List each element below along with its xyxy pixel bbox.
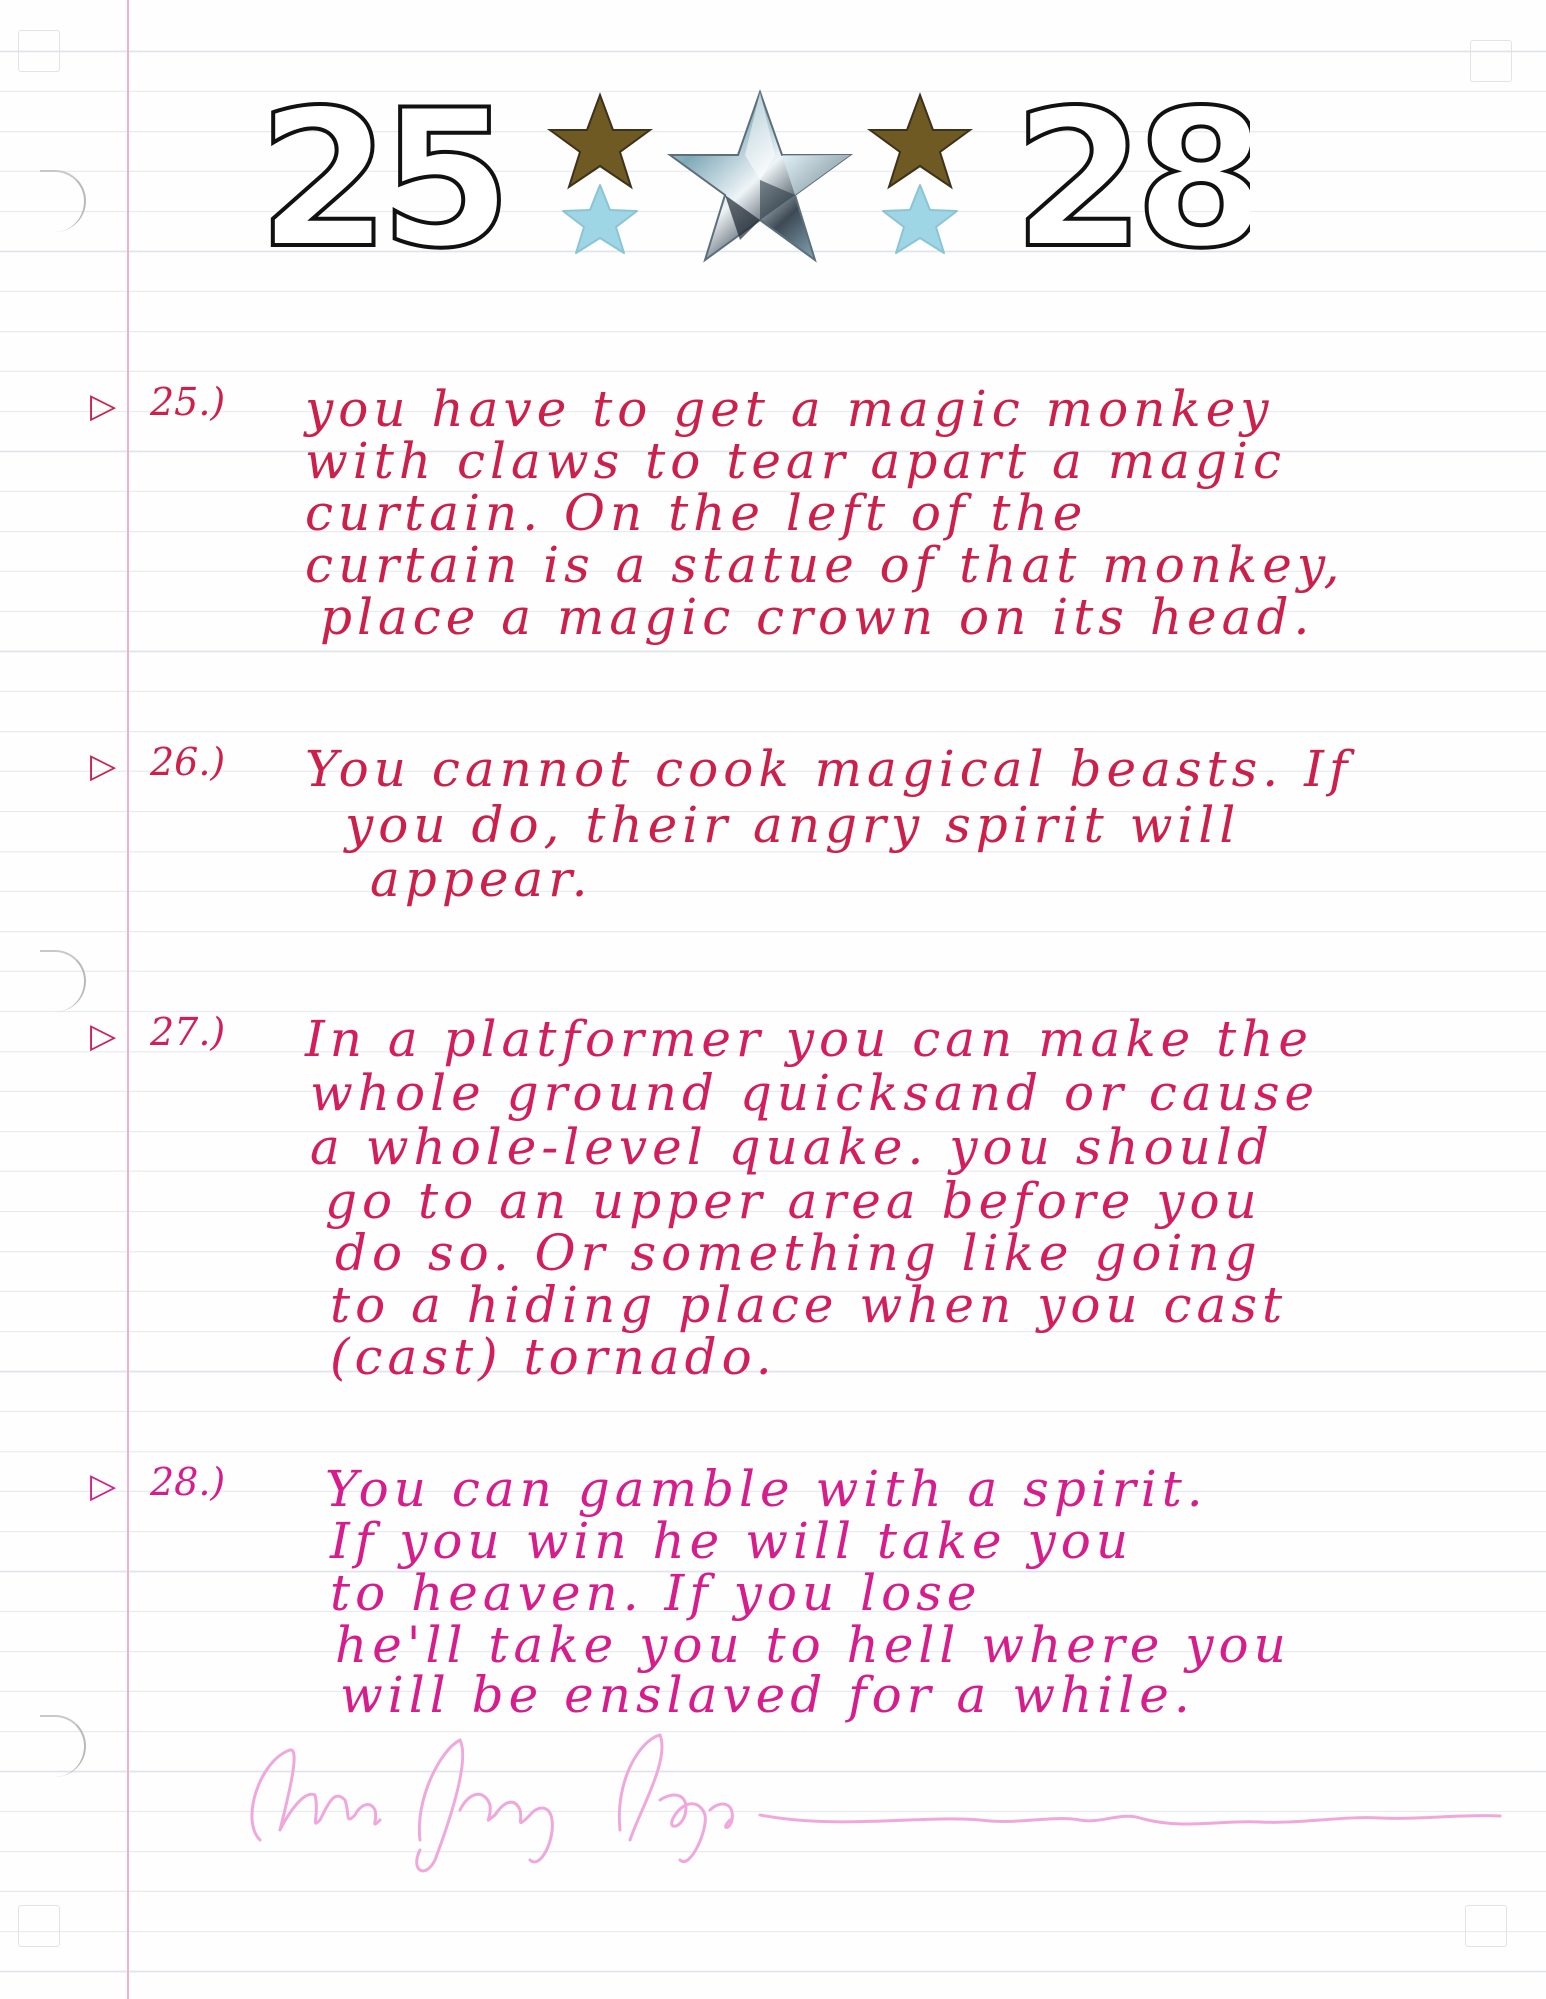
triangle-marker-icon: ▷	[90, 1016, 117, 1056]
entry-line: go to an upper area before you	[325, 1172, 1262, 1230]
signature	[220, 1720, 1520, 1880]
blue-star-left-icon	[563, 185, 637, 253]
entry-number: 26.)	[150, 740, 226, 784]
entry-line: In a platformer you can make the	[305, 1010, 1313, 1068]
corner-mark-top-left	[18, 30, 60, 72]
corner-mark-bottom-right	[1465, 1905, 1507, 1947]
corner-mark-top-right	[1470, 40, 1512, 82]
entry-line: you have to get a magic monkey	[305, 380, 1274, 438]
entry-line: whole ground quicksand or cause	[310, 1064, 1320, 1122]
header-right-number: 28	[1012, 80, 1250, 280]
entry-line: you do, their angry spirit will	[345, 796, 1241, 854]
entry-number: 25.)	[150, 380, 226, 424]
entry-line: he'll take you to hell where you	[335, 1616, 1291, 1674]
triangle-marker-icon: ▷	[90, 1466, 117, 1506]
triangle-marker-icon: ▷	[90, 746, 117, 786]
entry-line: with claws to tear apart a magic	[305, 432, 1286, 490]
entry-number: 27.)	[150, 1010, 226, 1054]
entry-line: a whole-level quake. you should	[310, 1118, 1274, 1176]
blue-star-right-icon	[883, 185, 957, 253]
entry-number: 28.)	[150, 1460, 226, 1504]
entry-line: You can gamble with a spirit.	[325, 1460, 1208, 1518]
gold-star-right-icon	[870, 95, 970, 187]
entry-line: appear.	[370, 850, 593, 908]
margin-line	[127, 0, 129, 1999]
entry-line: (cast) tornado.	[330, 1328, 777, 1386]
entry-line: to a hiding place when you cast	[330, 1276, 1288, 1334]
header-art	[270, 80, 1250, 280]
entry-line: You cannot cook magical beasts. If	[305, 740, 1353, 798]
signature-scribble	[220, 1720, 1520, 1880]
corner-mark-bottom-left	[18, 1905, 60, 1947]
entry-line: to heaven. If you lose	[330, 1564, 982, 1622]
gold-star-left-icon	[550, 95, 650, 187]
entry-line: do so. Or something like going	[335, 1224, 1262, 1282]
entry-line: If you win he will take you	[330, 1512, 1134, 1570]
entry-line: curtain is a statue of that monkey,	[305, 536, 1345, 594]
header-title	[270, 80, 1250, 280]
header-left-number: 25	[270, 80, 503, 280]
triangle-marker-icon: ▷	[90, 386, 117, 426]
entry-line: place a magic crown on its head.	[320, 588, 1315, 646]
entry-line: will be enslaved for a while.	[340, 1666, 1195, 1724]
entry-line: curtain. On the left of the	[305, 484, 1088, 542]
